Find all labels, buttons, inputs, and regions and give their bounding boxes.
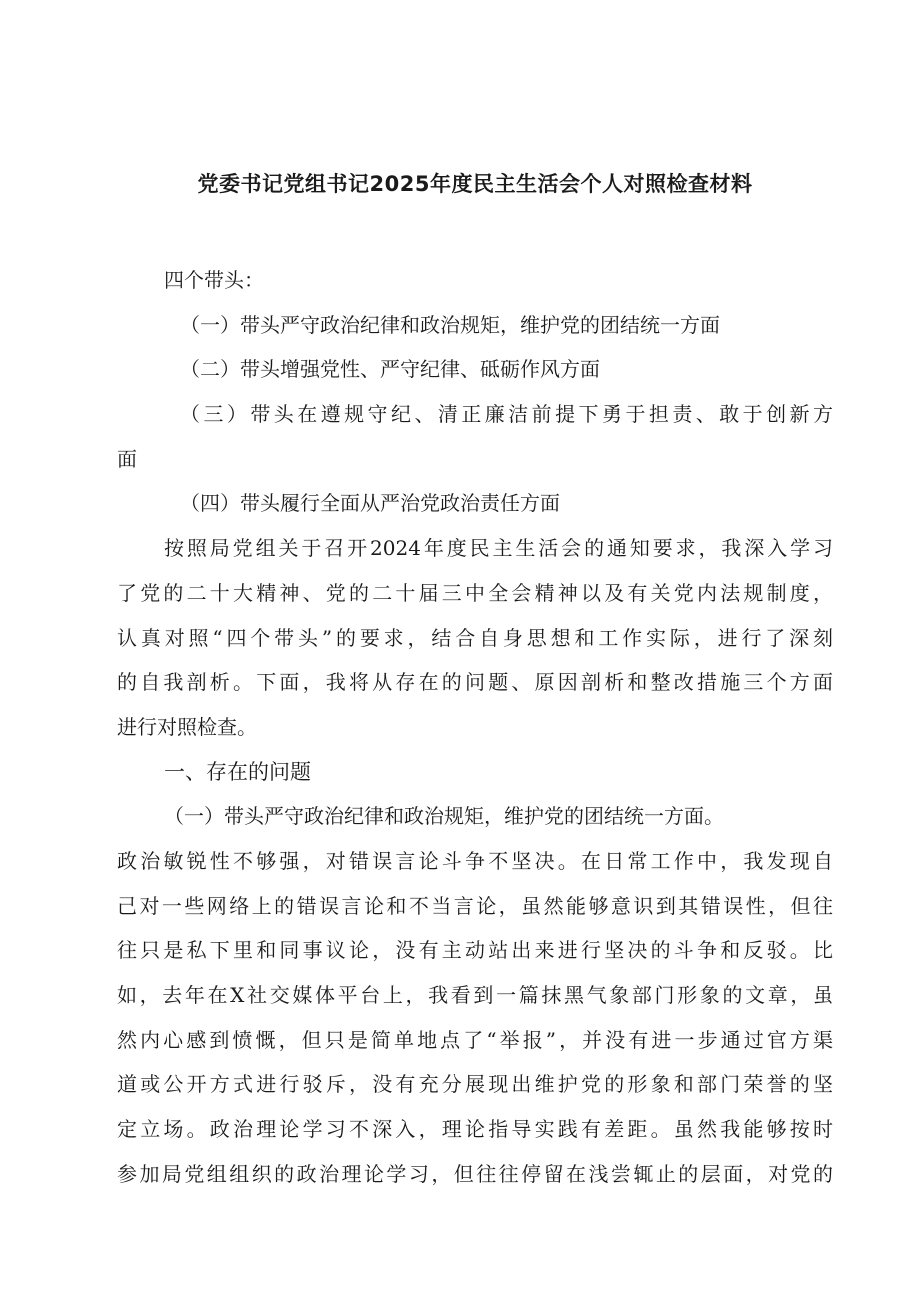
section-line-5: 如，去年在X社交媒体平台上，我看到一篇抹黑气象部门形象的文章，虽 xyxy=(117,983,833,1007)
intro-line-2: 了党的二十大精神、党的二十届三中全会精神以及有关党内法规制度， xyxy=(117,580,833,605)
outline-item-2: （二）带头增强党性、严守纪律、砥砺作风方面 xyxy=(180,357,600,382)
intro-line-5: 进行对照检查。 xyxy=(117,714,257,739)
section-line-3: 己对一些网络上的错误言论和不当言论，虽然能够意识到其错误性，但往 xyxy=(117,893,833,918)
outline-item-4: （四）带头履行全面从严治党政治责任方面 xyxy=(180,491,560,516)
outline-item-3: （三）带头在遵规守纪、清正廉洁前提下勇于担责、敢于创新方 xyxy=(180,402,833,427)
document-body xyxy=(117,258,833,1196)
document-title: 党委书记党组书记2025年度民主生活会个人对照检查材料 xyxy=(197,172,753,196)
section-line-7: 道或公开方式进行驳斥，没有充分展现出维护党的形象和部门荣誉的坚 xyxy=(117,1072,833,1097)
intro-line-4: 的自我剖析。下面，我将从存在的问题、原因剖析和整改措施三个方面 xyxy=(117,670,833,695)
section-line-6: 然内心感到愤慨，但只是简单地点了“举报”，并没有进一步通过官方渠 xyxy=(117,1027,833,1052)
outline-item-1: （一）带头严守政治纪律和政治规矩，维护党的团结统一方面 xyxy=(180,312,720,337)
outline-item-3-continued: 面 xyxy=(117,446,137,471)
section-line-4: 往只是私下里和同事议论，没有主动站出来进行坚决的斗争和反驳。比 xyxy=(117,938,833,963)
section-heading: 一、存在的问题 xyxy=(164,759,311,784)
document-page xyxy=(117,168,833,1196)
section-line-8: 定立场。政治理论学习不深入，理论指导实践有差距。虽然我能够按时 xyxy=(117,1117,833,1142)
outline-intro: 四个带头： xyxy=(164,268,264,292)
intro-line-1: 按照局党组关于召开2024年度民主生活会的通知要求，我深入学习 xyxy=(164,536,833,561)
section-line-9: 参加局党组组织的政治理论学习，但往往停留在浅尝辄止的层面，对党的 xyxy=(117,1161,833,1186)
section-line-1: （一）带头严守政治纪律和政治规矩，维护党的团结统一方面。 xyxy=(164,804,724,829)
intro-line-3: 认真对照“四个带头”的要求，结合自身思想和工作实际，进行了深刻 xyxy=(117,625,833,650)
section-line-2: 政治敏锐性不够强，对错误言论斗争不坚决。在日常工作中，我发现自 xyxy=(117,848,833,873)
